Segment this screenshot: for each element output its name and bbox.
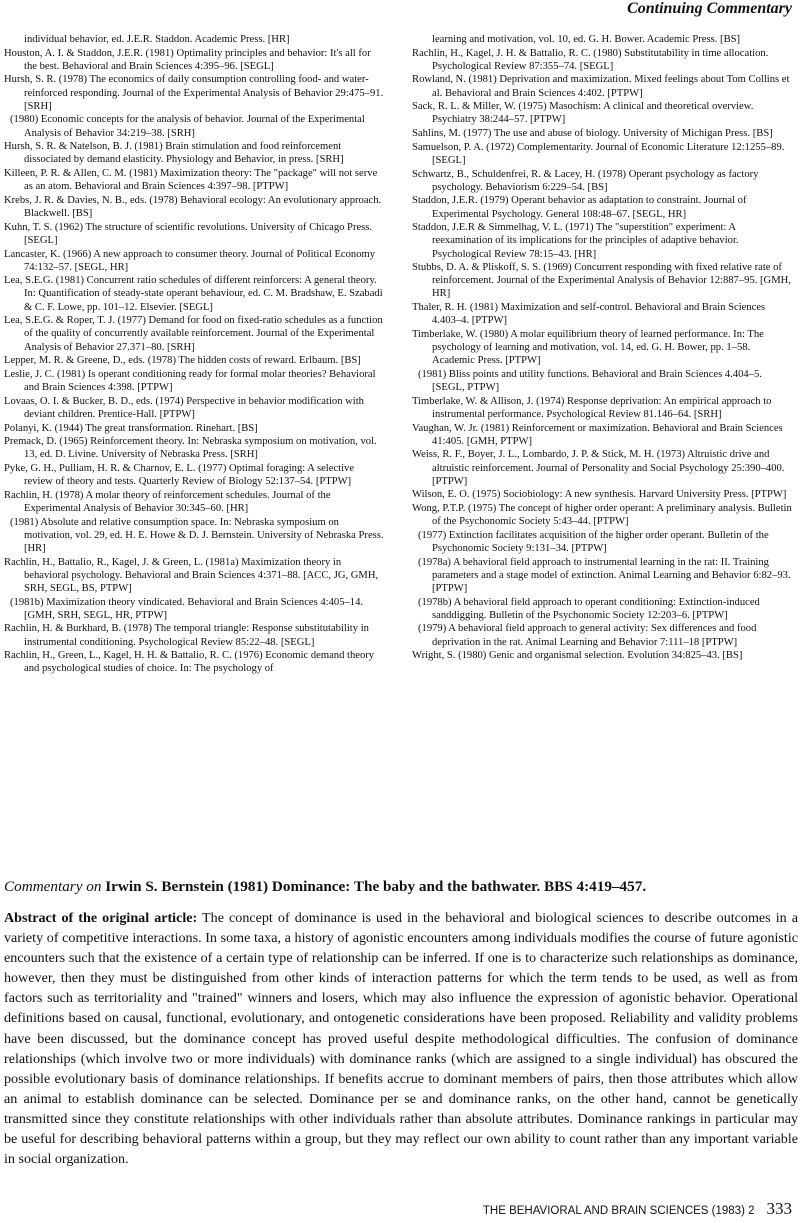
- reference-entry: Rachlin, H., Battalio, R., Kagel, J. & Green, L. (1981a) Maximization theory in behavioral psychology. Behavioral and Brain Sciences 4:371–88. [ACC, JG, GMH, SRH, SEGL, BS, PTPW]: [4, 556, 379, 594]
- reference-entry: Rowland, N. (1981) Deprivation and maximization. Mixed feelings about Tom Collins et al. Behavioral and Brain Sciences 4:402. [PTPW]: [412, 74, 790, 99]
- reference-entry: Schwartz, B., Schuldenfrei, R. & Lacey, H. (1978) Operant psychology as factory psychology. Behaviorism 6:229–54. [BS]: [412, 168, 759, 193]
- reference-entry: Hursh, S. R. (1978) The economics of daily consumption controlling food- and water-reinforced responding. Journal of the Experimental Analysis of Behavior 29:475–91. [SRH]: [4, 74, 384, 112]
- commentary-lead: Commentary on: [4, 878, 102, 895]
- reference-entry: Staddon, J.E.R & Simmelhag, V. L. (1971) The "superstition" experiment: A reexamination of its implications for the principles of adaptive behavior. Psychological Review 78:15–43. [HR]: [412, 222, 739, 260]
- running-head: Continuing Commentary: [627, 0, 792, 17]
- reference-entry: Wilson, E. O. (1975) Sociobiology: A new synthesis. Harvard University Press. [PTPW]: [412, 489, 787, 501]
- reference-entry: Samuelson, P. A. (1972) Complementarity. Journal of Economic Literature 12:1255–89. [SEGL]: [412, 141, 785, 166]
- reference-entry: Hursh, S. R. & Natelson, B. J. (1981) Brain stimulation and food reinforcement dissociated by demand elasticity. Physiology and Behavior, in press. [SRH]: [4, 141, 344, 166]
- reference-entry: Lepper, M. R. & Greene, D., eds. (1978) The hidden costs of reward. Erlbaum. [BS]: [4, 355, 361, 367]
- reference-entry: Weiss, R. F., Boyer, J. L., Lombardo, J. P. & Stick, M. H. (1973) Altruistic drive and altruistic reinforcement. Journal of Personality and Social Psychology 25:390–400. [PTPW]: [412, 449, 785, 487]
- reference-entry: (1978a) A behavioral field approach to instrumental learning in the rat: II. Training parameters and a stage model of extinction. Animal Learning and Behavior 6:82–93. [PTPW]: [418, 556, 791, 594]
- reference-entry: (1980) Economic concepts for the analysis of behavior. Journal of the Experimental Analysis of Behavior 34:219–38. [SRH]: [10, 114, 365, 139]
- references-right-column: [412, 33, 792, 663]
- commentary-target-title: Irwin S. Bernstein (1981) Dominance: The baby and the bathwater. BBS 4:419–457.: [105, 878, 647, 895]
- reference-entry: individual behavior, ed. J.E.R. Staddon. Academic Press. [HR]: [24, 34, 290, 45]
- reference-entry: learning and motivation, vol. 10, ed. G. H. Bower. Academic Press. [BS]: [432, 34, 741, 45]
- reference-entry: (1981) Absolute and relative consumption space. In: Nebraska symposium on motivation, vol. 29, ed. H. E. Howe & D. J. Bernstein. University of Nebraska Press. [HR]: [10, 516, 384, 554]
- reference-entry: Krebs, J. R. & Davies, N. B., eds. (1978) Behavioral ecology: An evolutionary approach. Blackwell. [BS]: [4, 194, 382, 220]
- abstract-text: The concept of dominance is used in the behavioral and biological sciences to describe outcomes in a variety of competitive interactions. In some taxa, a history of agonistic encounters among individuals modifies the course of future agonistic encounters such that the existence of a certain type of relationship can be inferred. If one is to characterize such relationships as dominance, however, then they must be distinguished from other kinds of interaction patterns for which the term tends to be used, as well as from factors such as territoriality and "trained" winners and losers, which may also influence the expression of agonistic behavior. Operational definitions based on causal, functional, evolutionary, and ontogenetic considerations have been proposed. Reliability and validity problems have been discussed, but the dominance concept has proved useful despite methodological difficulties. The confusion of dominance relationships (which involve two or more individuals) with dominance ranks (which are assigned to a single individual) has obscured the possible evolutionary basis of dominance relationships. If benefits accrue to dominant members of pairs, then those attributes which allow an animal to establish dominance can be selected. Dominance per se and dominance ranks, on the other hand, cannot be genetically transmitted since they constitute relationships with other individuals rather than absolute attributes. Dominance rankings in particular may be useful for describing behavioral patterns within a group, but they may reflect our own ability to count rather than any important variable in social organization.: [4, 910, 798, 1168]
- reference-entry: Rachlin, H., Kagel, J. H. & Battalio, R. C. (1980) Substitutability in time allocation. Psychological Review 87:355–74. [SEGL]: [412, 47, 769, 72]
- reference-entry: Lovaas, O. I. & Bucker, B. D., eds. (1974) Perspective in behavior modification with deviant children. Prentice-Hall. [PTPW]: [4, 395, 364, 420]
- reference-entry: Timberlake, W. & Allison, J. (1974) Response deprivation: An empirical approach to instrumental performance. Psychological Review 81.146–64. [SRH]: [412, 395, 772, 420]
- reference-entry: Pyke, G. H., Pulliam, H. R. & Charnov, E. L. (1977) Optimal foraging: A selective review of theory and tests. Quarterly Review of Biology 52:137–54. [PTPW]: [4, 463, 355, 488]
- reference-entry: Thaler, R. H. (1981) Maximization and self-control. Behavioral and Brain Sciences 4.403–4. [PTPW]: [412, 302, 766, 327]
- reference-entry: Lancaster, K. (1966) A new approach to consumer theory. Journal of Political Economy 74:132–57. [SEGL, HR]: [4, 248, 376, 273]
- reference-entry: Timberlake, W. (1980) A molar equilibrium theory of learned performance. In: The psychology of learning and motivation, vol. 14, ed. G. H. Bower, pp. 1–58. Academic Press. [PTPW]: [412, 328, 764, 367]
- reference-entry: (1981) Bliss points and utility functions. Behavioral and Brain Sciences 4.404–5. [SEGL, PTPW]: [418, 368, 762, 394]
- reference-entry: Rachlin, H. (1978) A molar theory of reinforcement schedules. Journal of the Experimental Analysis of Behavior 30:345–60. [HR]: [4, 489, 331, 514]
- reference-entry: Sahlins, M. (1977) The use and abuse of biology. University of Michigan Press. [BS]: [412, 128, 773, 140]
- reference-entry: Premack, D. (1965) Reinforcement theory. In: Nebraska symposium on motivation, vol. 13, ed. D. Livine. University of Nebraska Press. [SRH]: [4, 436, 377, 461]
- reference-entry: Lea, S.E.G. & Roper, T. J. (1977) Demand for food on fixed-ratio schedules as a function of the quality of concurrently available reinforcement. Journal of the Experimental Analysis of Behavior 27.371–80. [SRH]: [4, 315, 383, 353]
- reference-entry: Stubbs, D. A. & Pliskoff, S. S. (1969) Concurrent responding with fixed relative rate of reinforcement. Journal of the Experimental Analysis of Behavior 12:887–95. [GMH, HR]: [412, 262, 791, 300]
- reference-entry: (1979) A behavioral field approach to general activity: Sex differences and food deprivation in the rat. Animal Learning and Behavior 7:111–18 [PTPW]: [418, 623, 757, 648]
- reference-entry: Wright, S. (1980) Genic and organismal selection. Evolution 34:825–43. [BS]: [412, 650, 743, 662]
- reference-entry: Vaughan, W. Jr. (1981) Reinforcement or maximization. Behavioral and Brain Sciences 41:405. [GMH, PTPW]: [412, 422, 783, 447]
- reference-entry: Leslie, J. C. (1981) Is operant conditioning ready for formal molar theories? Behavioral and Brain Sciences 4:398. [PTPW]: [4, 368, 376, 394]
- page-number: 333: [766, 1199, 792, 1218]
- reference-entry: (1978b) A behavioral field approach to operant conditioning: Extinction-induced sanddigging. Bulletin of the Psychonomic Society 12:203–6. [PTPW]: [418, 596, 760, 621]
- reference-entry: Rachlin, H. & Burkhard, B. (1978) The temporal triangle: Response substitutability in instrumental conditioning. Psychological Review 85:22–48. [SEGL]: [4, 623, 369, 648]
- abstract: [4, 908, 798, 1169]
- reference-entry: (1981b) Maximization theory vindicated. Behavioral and Brain Sciences 4:405–14. [GMH, SRH, SEGL, HR, PTPW]: [10, 596, 364, 621]
- reference-entry: Rachlin, H., Green, L., Kagel, H. H. & Battalio, R. C. (1976) Economic demand theory and psychological studies of choice. In: The psychology of: [4, 650, 375, 675]
- page-footer: [483, 1199, 792, 1219]
- commentary-heading: [4, 878, 796, 896]
- reference-entry: Wong, P.T.P. (1975) The concept of higher order operant: A preliminary analysis. Bulletin of the Psychonomic Society 5:43–44. [PTPW]: [412, 502, 792, 528]
- journal-footer: THE BEHAVIORAL AND BRAIN SCIENCES (1983) 2: [482, 1205, 755, 1217]
- reference-entry: Houston, A. I. & Staddon, J.E.R. (1981) Optimality principles and behavior: It's all for the best. Behavioral and Brain Sciences 4:395–96. [SEGL]: [4, 47, 371, 72]
- reference-entry: (1977) Extinction facilitates acquisition of the higher order operant. Bulletin of the Psychonomic Society 9:131–34. [PTPW]: [418, 529, 769, 554]
- references-left-column: [4, 33, 384, 676]
- reference-entry: Killeen, P. R. & Allen, C. M. (1981) Maximization theory: The "package" will not serve as an atom. Behavioral and Brain Sciences 4:397–98. [PTPW]: [4, 168, 378, 193]
- reference-entry: Sack, R. L. & Miller, W. (1975) Masochism: A clinical and theoretical overview. Psychiatry 38:244–57. [PTPW]: [412, 101, 754, 126]
- reference-entry: Staddon, J.E.R. (1979) Operant behavior as adaptation to constraint. Journal of Experimental Psychology. General 108:48–67. [SEGL, HR]: [412, 195, 747, 220]
- reference-entry: Kuhn, T. S. (1962) The structure of scientific revolutions. University of Chicago Press. [SEGL]: [4, 221, 373, 246]
- reference-entry: Polanyi, K. (1944) The great transformation. Rinehart. [BS]: [4, 422, 258, 434]
- abstract-label: Abstract of the original article:: [4, 910, 198, 926]
- reference-entry: Lea, S.E.G. (1981) Concurrent ratio schedules of different reinforcers: A general theory. In: Quantification of steady-state operant behaviour, ed. C. M. Bradshaw, E. Szabadi & C. F. Lowe, pp. 101–12. Elsevier. [SEGL]: [4, 275, 383, 313]
